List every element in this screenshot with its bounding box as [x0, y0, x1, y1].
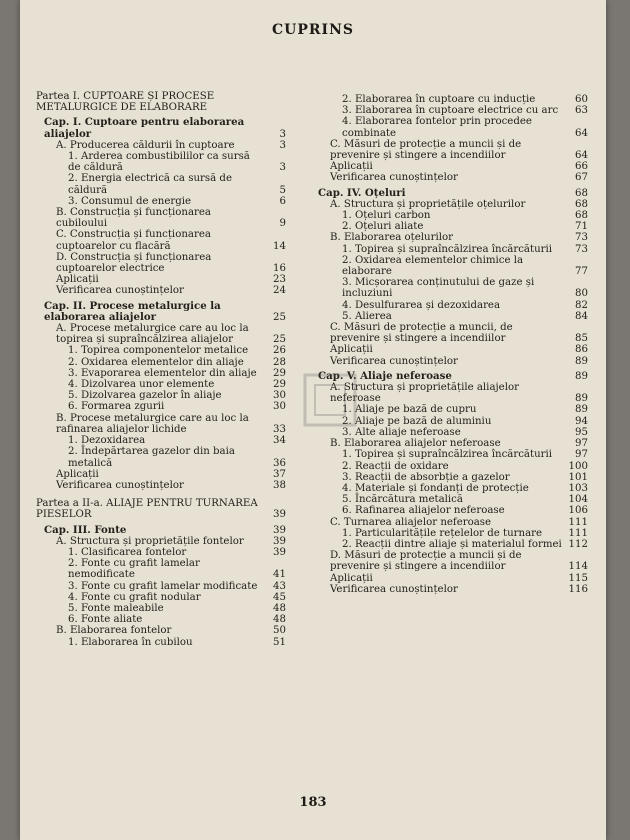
toc-entry-page: 3 — [279, 139, 286, 151]
toc-entry-page: 67 — [575, 172, 588, 184]
toc-entry-title: A. Structura și proprietățile aliajelor neferoase — [330, 382, 519, 405]
toc-entry-title: 2. Fonte cu grafit lamelar nemodificate — [68, 558, 200, 581]
toc-entry-page: 97 — [575, 438, 588, 450]
page-title: CUPRINS — [272, 22, 354, 38]
toc-entry — [36, 581, 286, 592]
toc-entry-title: 1. Oțeluri carbon — [342, 210, 431, 222]
toc-entry-page: 106 — [568, 505, 588, 517]
toc-entry-page: 37 — [273, 468, 286, 480]
toc-entry — [36, 435, 286, 446]
toc-entry-page: 25 — [273, 311, 286, 323]
toc-entry-title: 3. Evaporarea elementelor din aliaje — [68, 367, 257, 379]
toc-entry-title: C. Măsuri de protecție a muncii și de prevenire și stingere a incendiilor — [330, 138, 522, 162]
toc-entry — [36, 285, 286, 296]
toc-entry — [36, 173, 286, 195]
toc-entry-title: 2. Reacții dintre aliaje și materialul formei — [342, 538, 562, 550]
toc-entry — [36, 469, 286, 480]
toc-entry-page: 95 — [575, 426, 588, 438]
toc-entry-title: Cap. V. Aliaje neferoase — [318, 369, 452, 382]
toc-entry-page: 101 — [568, 471, 588, 483]
toc-entry — [310, 505, 588, 516]
toc-entry-page: 45 — [273, 591, 286, 603]
toc-entry — [36, 480, 286, 491]
toc-entry-title: A. Procese metalurgice care au loc la topirea și supraîncălzirea aliajelor — [56, 323, 249, 346]
toc-entry-page: 33 — [273, 423, 286, 435]
toc-entry-page: 3 — [279, 162, 286, 174]
toc-entry-title: 5. Fonte maleabile — [68, 602, 164, 614]
toc-entry — [310, 584, 588, 595]
toc-entry-title: 6. Formarea zgurii — [68, 401, 165, 413]
toc-entry — [310, 528, 588, 539]
toc-entry — [310, 311, 588, 322]
toc-entry — [36, 229, 286, 251]
toc-entry — [36, 390, 286, 401]
toc-entry-page: 89 — [575, 404, 588, 416]
toc-entry — [36, 323, 286, 345]
toc-entry-page: 14 — [273, 240, 286, 252]
toc-entry-title: 5. Alierea — [342, 310, 392, 322]
toc-entry-page: 9 — [279, 218, 286, 230]
toc-entry-title: 6. Fonte aliate — [68, 614, 143, 626]
toc-entry-title: 1. Particularitățile rețelelor de turnare — [342, 527, 543, 539]
toc-entry-title: Aplicații — [330, 161, 373, 173]
toc-entry-page: 85 — [575, 333, 588, 345]
toc-entry-page: 80 — [575, 288, 588, 300]
toc-entry — [36, 446, 286, 468]
toc-entry — [310, 449, 588, 460]
toc-entry-page: 89 — [575, 393, 588, 405]
toc-entry-title: B. Elaborarea aliajelor neferoase — [330, 438, 501, 450]
toc-entry — [310, 356, 588, 367]
toc-entry-page: 115 — [568, 572, 588, 584]
toc-entry-title: 2. Elaborarea în cuptoare cu inducție — [342, 94, 536, 105]
toc-entry-page: 24 — [273, 285, 286, 297]
toc-left-column — [36, 84, 286, 648]
toc-entry-title: 1. Elaborarea în cubilou — [68, 636, 193, 648]
toc-entry-page: 30 — [273, 390, 286, 402]
toc-entry-title: Verificarea cunoștințelor — [330, 172, 458, 184]
toc-entry-page: 66 — [575, 161, 588, 173]
toc-entry — [310, 483, 588, 494]
toc-entry — [310, 322, 588, 344]
toc-entry — [36, 140, 286, 151]
toc-entry-page: 51 — [273, 636, 286, 648]
toc-entry — [310, 517, 588, 528]
toc-entry — [36, 592, 286, 603]
toc-entry — [36, 401, 286, 412]
toc-entry-title: 5. Încărcătura metalică — [342, 494, 463, 506]
toc-entry — [310, 244, 588, 255]
toc-entry — [36, 413, 286, 435]
toc-entry-page: 39 — [273, 509, 286, 521]
toc-entry-page: 39 — [273, 524, 286, 536]
toc-right-column — [310, 94, 588, 595]
toc-entry-title: 4. Desulfurarea și dezoxidarea — [342, 299, 501, 311]
toc-entry — [310, 105, 588, 116]
toc-entry-page: 23 — [273, 274, 286, 286]
toc-entry-page: 48 — [273, 602, 286, 614]
toc-entry-page: 39 — [273, 535, 286, 547]
toc-entry — [310, 438, 588, 449]
toc-entry — [310, 573, 588, 584]
toc-entry — [36, 614, 286, 625]
toc-entry-page: 111 — [568, 516, 588, 528]
toc-part-heading — [36, 91, 286, 113]
toc-entry-title: Aplicații — [330, 572, 373, 584]
watermark-icon — [300, 370, 360, 430]
toc-entry-page: 50 — [273, 625, 286, 637]
toc-entry-page: 68 — [575, 210, 588, 222]
toc-entry-page: 16 — [273, 263, 286, 275]
toc-chapter-entry — [36, 301, 286, 323]
toc-entry-page: 84 — [575, 310, 588, 322]
toc-entry-page: 25 — [273, 334, 286, 346]
toc-entry-page: 3 — [279, 128, 286, 140]
toc-entry-title: D. Măsuri de protecție a muncii și de prevenire și stingere a incendiilor — [330, 550, 522, 573]
toc-entry — [310, 277, 588, 299]
toc-entry-title: 5. Dizolvarea gazelor în aliaje — [68, 390, 222, 402]
toc-entry — [36, 368, 286, 379]
toc-entry-page: 104 — [568, 494, 588, 506]
toc-entry-title: 3. Micșorarea conținutului de gaze și incluziuni — [342, 277, 535, 300]
toc-entry-title: 3. Reacții de absorbție a gazelor — [342, 471, 510, 483]
toc-entry-title: Cap. II. Procese metalurgice la elaborarea aliajelor — [44, 299, 221, 323]
toc-entry-page: 100 — [568, 460, 588, 472]
toc-entry-page: 116 — [568, 583, 588, 595]
toc-entry-title: 1. Dezoxidarea — [68, 435, 146, 447]
toc-entry-page: 43 — [273, 580, 286, 592]
toc-entry-title: C. Turnarea aliajelor neferoase — [330, 516, 492, 528]
toc-entry-page: 29 — [273, 367, 286, 379]
toc-entry-page: 5 — [279, 184, 286, 196]
toc-entry-page: 68 — [575, 198, 588, 210]
toc-chapter-entry — [36, 525, 286, 536]
toc-entry-page: 28 — [273, 356, 286, 368]
toc-entry — [36, 558, 286, 580]
toc-entry — [36, 547, 286, 558]
toc-entry-title: B. Procese metalurgice care au loc la rafinarea aliajelor lichide — [56, 412, 249, 435]
toc-entry — [36, 637, 286, 648]
toc-entry-page: 89 — [575, 355, 588, 367]
toc-entry — [310, 494, 588, 505]
toc-entry-title: A. Producerea căldurii în cuptoare — [56, 139, 235, 151]
toc-entry — [310, 139, 588, 161]
toc-entry-title: C. Construcția și funcționarea cuptoarelor cu flacără — [56, 229, 211, 252]
toc-entry-title: B. Construcția și funcționarea cubiloului — [56, 207, 211, 230]
toc-entry-title: 1. Topirea și supraîncălzirea încărcăturii — [342, 243, 553, 255]
toc-entry-title: 1. Clasificarea fontelor — [68, 546, 187, 558]
toc-entry-page: 77 — [575, 266, 588, 278]
toc-entry-title: B. Elaborarea fontelor — [56, 625, 172, 637]
toc-entry-page: 71 — [575, 221, 588, 233]
toc-entry-title: 2. Îndepărtarea gazelor din baia metalică — [68, 446, 235, 469]
book-page — [20, 0, 606, 840]
toc-entry-title: Cap. I. Cuptoare pentru elaborarea aliajelor — [44, 116, 245, 140]
toc-entry-page: 60 — [575, 94, 588, 105]
toc-entry-page: 34 — [273, 435, 286, 447]
toc-entry — [310, 199, 588, 210]
toc-part-heading — [36, 498, 286, 520]
toc-entry-title: 2. Reacții de oxidare — [342, 460, 449, 472]
toc-entry — [310, 461, 588, 472]
toc-entry-page: 39 — [273, 546, 286, 558]
toc-chapter-entry — [36, 117, 286, 139]
toc-entry-title: 4. Dizolvarea unor elemente — [68, 379, 215, 391]
toc-entry-title: 2. Oxidarea elementelor chimice la elaborare — [342, 254, 524, 278]
toc-entry-title: 3. Elaborarea în cuptoare electrice cu arc — [342, 105, 559, 117]
toc-entry-title: 2. Oțeluri aliate — [342, 221, 424, 233]
toc-entry-page: 48 — [273, 614, 286, 626]
toc-entry-title: A. Structura și proprietățile fontelor — [56, 535, 244, 547]
toc-entry — [310, 172, 588, 183]
toc-chapter-entry — [310, 188, 588, 199]
toc-entry-title: 4. Materiale și fondanți de protecție — [342, 482, 529, 494]
toc-entry-title: C. Măsuri de protecție a muncii, de prevenire și stingere a incendiilor — [330, 322, 513, 345]
toc-entry — [36, 603, 286, 614]
toc-entry-title: Aplicații — [56, 468, 99, 480]
toc-entry — [310, 221, 588, 232]
toc-entry-page: 73 — [575, 243, 588, 255]
toc-entry-page: 30 — [273, 401, 286, 413]
toc-entry — [36, 207, 286, 229]
toc-entry — [310, 300, 588, 311]
toc-entry-title: Partea a II-a. ALIAJE PENTRU TURNAREA PIESELOR — [36, 498, 258, 521]
toc-entry-title: 1. Topirea și supraîncălzirea încărcăturii — [342, 449, 553, 461]
toc-entry — [36, 625, 286, 636]
toc-entry-title: 3. Alte aliaje neferoase — [342, 426, 461, 438]
toc-entry — [310, 161, 588, 172]
toc-entry — [36, 151, 286, 173]
toc-entry-title: Partea I. CUPTOARE ȘI PROCESE METALURGICE DE ELABORARE — [36, 91, 215, 114]
toc-entry-page: 112 — [568, 538, 588, 550]
toc-entry-title: Verificarea cunoștințelor — [56, 479, 184, 491]
toc-entry-title: Aplicații — [56, 274, 99, 286]
toc-entry — [310, 344, 588, 355]
toc-entry — [36, 196, 286, 207]
toc-entry-title: 1. Topirea componentelor metalice — [68, 345, 249, 357]
toc-entry-title: Cap. IV. Oțeluri — [318, 186, 406, 199]
toc-entry-title: Cap. III. Fonte — [44, 523, 127, 536]
toc-entry — [36, 357, 286, 368]
toc-entry-page: 63 — [575, 105, 588, 117]
toc-entry-title: Verificarea cunoștințelor — [56, 285, 184, 297]
toc-entry-page: 111 — [568, 527, 588, 539]
toc-entry-page: 97 — [575, 449, 588, 461]
toc-entry — [310, 210, 588, 221]
toc-entry-title: Verificarea cunoștințelor — [330, 583, 458, 595]
toc-entry-title: A. Structura și proprietățile oțelurilor — [330, 198, 526, 210]
toc-entry-title: 2. Aliaje pe bază de aluminiu — [342, 415, 492, 427]
toc-entry-page: 114 — [568, 561, 588, 573]
toc-entry — [310, 94, 588, 105]
toc-entry — [310, 550, 588, 572]
toc-entry-title: Aplicații — [330, 344, 373, 356]
toc-entry — [310, 255, 588, 277]
page-number: 183 — [299, 795, 327, 810]
toc-entry-title: 2. Oxidarea elementelor din aliaje — [68, 356, 244, 368]
toc-entry-page: 29 — [273, 379, 286, 391]
toc-entry — [36, 252, 286, 274]
toc-entry-page: 94 — [575, 415, 588, 427]
toc-entry-title: 1. Arderea combustibililor ca sursă de căldură — [68, 151, 250, 174]
toc-entry-page: 89 — [575, 370, 588, 382]
toc-entry-page: 86 — [575, 344, 588, 356]
toc-entry-page: 68 — [575, 187, 588, 199]
toc-entry-page: 82 — [575, 299, 588, 311]
toc-entry-page: 36 — [273, 457, 286, 469]
toc-entry-title: 4. Elaborarea fontelor prin procedee combinate — [342, 116, 532, 139]
toc-entry-title: D. Construcția și funcționarea cuptoarelor electrice — [56, 251, 212, 275]
toc-entry-title: 3. Consumul de energie — [68, 195, 192, 207]
toc-entry-page: 64 — [575, 150, 588, 162]
toc-entry-title: 6. Rafinarea aliajelor neferoase — [342, 505, 505, 517]
toc-entry-title: 4. Fonte cu grafit nodular — [68, 591, 201, 603]
toc-entry — [310, 539, 588, 550]
toc-entry — [36, 345, 286, 356]
toc-entry-title: 3. Fonte cu grafit lamelar modificate — [68, 580, 258, 592]
toc-entry — [310, 232, 588, 243]
toc-entry — [36, 379, 286, 390]
toc-entry-title: 1. Aliaje pe bază de cupru — [342, 404, 477, 416]
toc-entry-page: 6 — [279, 195, 286, 207]
toc-entry — [310, 116, 588, 138]
toc-entry-page: 41 — [273, 569, 286, 581]
toc-entry-page: 103 — [568, 482, 588, 494]
toc-entry — [310, 472, 588, 483]
toc-entry — [36, 536, 286, 547]
toc-entry-page: 73 — [575, 232, 588, 244]
toc-entry — [36, 274, 286, 285]
toc-entry-page: 64 — [575, 127, 588, 139]
toc-entry-page: 38 — [273, 479, 286, 491]
toc-entry-page: 26 — [273, 345, 286, 357]
toc-entry-title: Verificarea cunoștințelor — [330, 355, 458, 367]
toc-entry-title: B. Elaborarea oțelurilor — [330, 232, 454, 244]
toc-entry-title: 2. Energia electrică ca sursă de căldură — [68, 173, 232, 196]
